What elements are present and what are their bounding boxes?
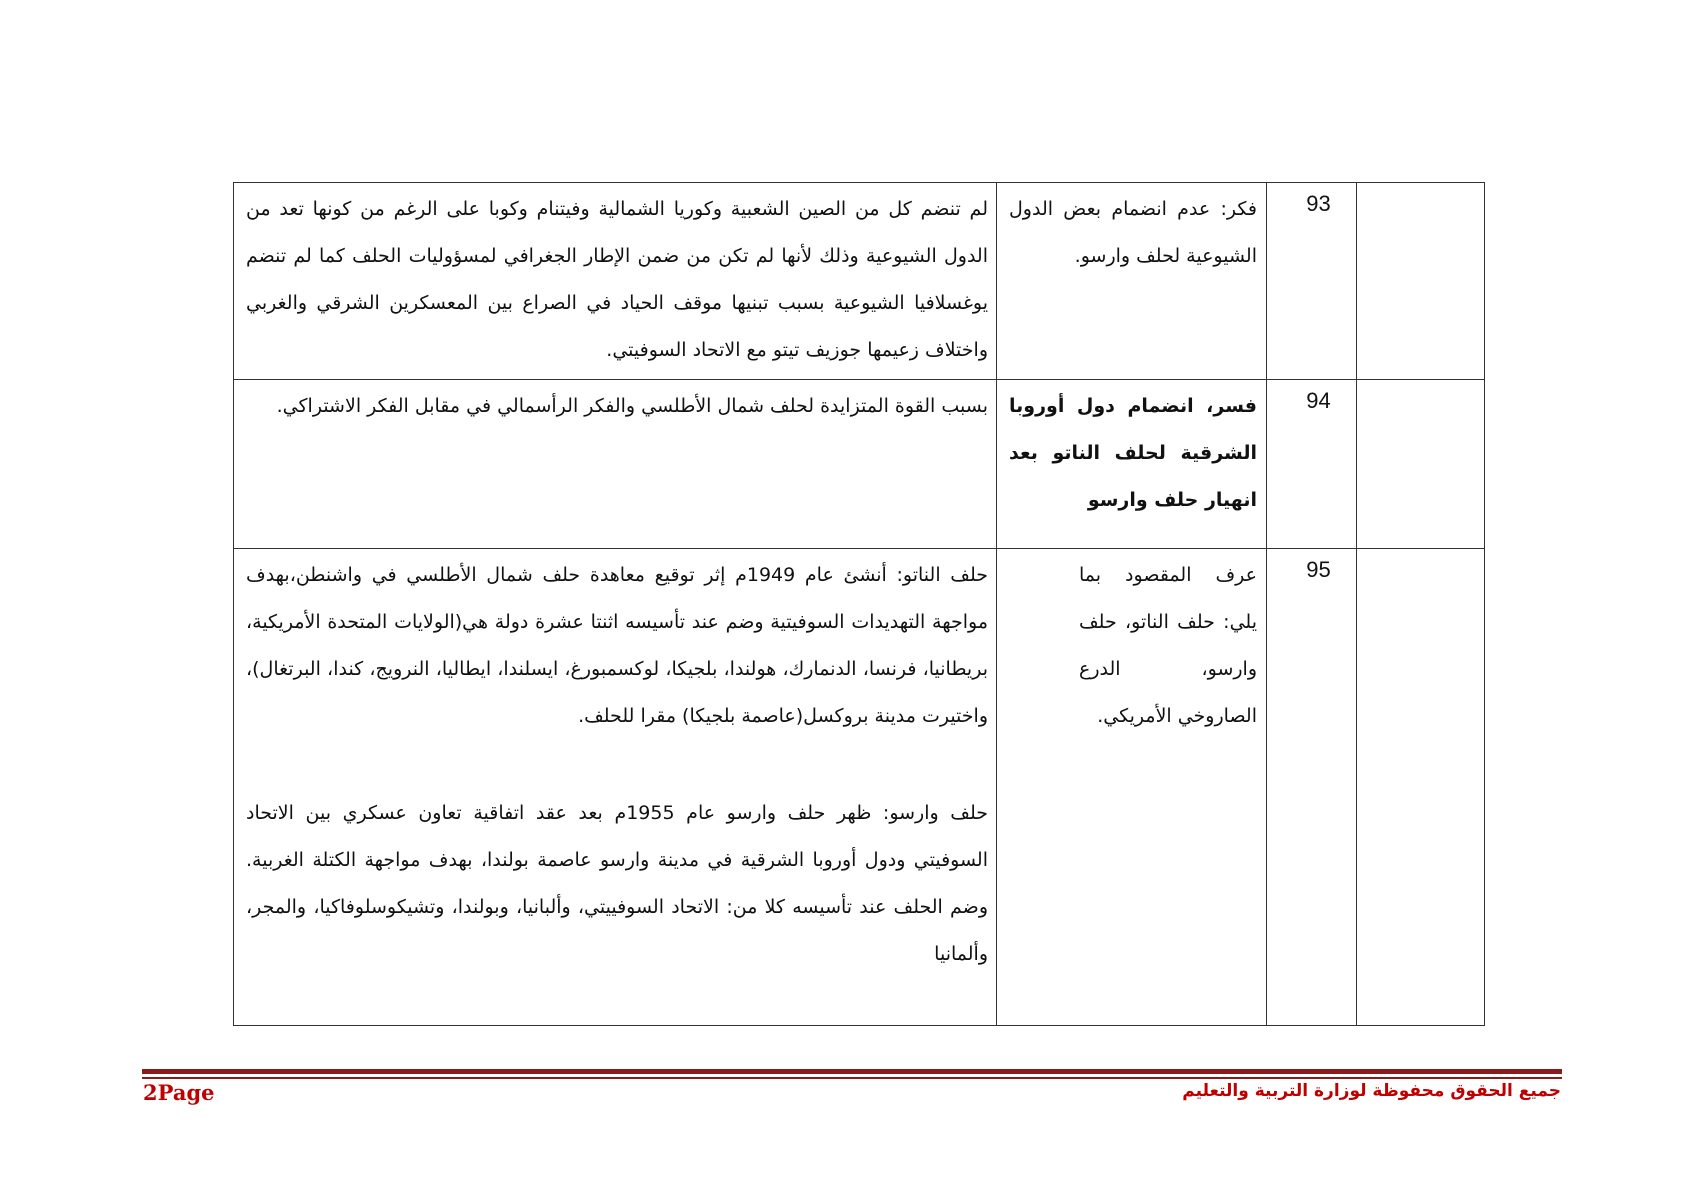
copyright-notice: جميع الحقوق محفوظة لوزارة التربية والتعليم [1182, 1081, 1561, 1101]
page-number: 2Page [143, 1080, 215, 1105]
answer-text: بسبب القوة المتزايدة لحلف شمال الأطلسي والفكر الرأسمالي في مقابل الفكر الاشتراكي. [276, 395, 988, 417]
answer-nato-text: حلف الناتو: أنشئ عام 1949م إثر توقيع معاهدة حلف شمال الأطلسي في واشنطن،بهدف مواجهة التهديدات السوفيتية وضم عند تأسيسه اثنتا عشرة دولة هي(الولايات المتحدة الأمريكية، بريطانيا، فرنسا، الدنمارك، هولندا، بلجيكا، لوكسمبورغ، ايسلندا، ايطاليا، النرويج، كندا، البرتغال)، واختيرت مدينة بروكسل(عاصمة بلجيكا) مقرا للحلف. [246, 564, 989, 727]
question-cell [997, 549, 1267, 1026]
table-row [234, 183, 1485, 380]
question-cell [997, 380, 1267, 549]
blank-cell [1357, 549, 1485, 1026]
blank-cell [1357, 380, 1485, 549]
answer-warsaw-text: حلف وارسو: ظهر حلف وارسو عام 1955م بعد عقد اتفاقية تعاون عسكري بين الاتحاد السوفيتي ودول أوروبا الشرقية في مدينة وارسو عاصمة بولندا، بهدف مواجهة الكتلة الغربية. وضم الحلف عند تأسيسه كلا من: الاتحاد السوفييتي، وألبانيا، وبولندا، وتشيكوسلوفاكيا، والمجر، وألمانيا [246, 802, 988, 965]
question-cell [997, 183, 1267, 380]
answer-cell [234, 380, 997, 549]
question-number: 93 [1267, 183, 1357, 380]
paragraph-gap [234, 740, 996, 787]
question-number: 94 [1267, 380, 1357, 549]
questions-table [233, 182, 1485, 1026]
answer-cell [234, 183, 997, 380]
footer-divider [142, 1069, 1562, 1074]
answer-cell [234, 549, 997, 1026]
question-text: عرف المقصود بما يلي: حلف الناتو، حلف وارسو، الدرع الصاروخي الأمريكي. [1079, 564, 1257, 727]
question-number: 95 [1267, 549, 1357, 1026]
blank-cell [1357, 183, 1485, 380]
table-row [234, 549, 1485, 1026]
question-text: فكر: عدم انضمام بعض الدول الشيوعية لحلف وارسو. [1009, 198, 1257, 267]
answer-text: لم تنضم كل من الصين الشعبية وكوريا الشمالية وفيتنام وكوبا على الرغم من كونها تعد من الدول الشيوعية وذلك لأنها لم تكن من ضمن الإطار الجغرافي لمسؤوليات الحلف كما لم تنضم يوغسلافيا الشيوعية بسبب تبنيها موقف الحياد في الصراع بين المعسكرين الشرقي والغربي واختلاف زعيمها جوزيف تيتو مع الاتحاد السوفيتي. [246, 198, 988, 361]
question-text: فسر، انضمام دول أوروبا الشرقية لحلف الناتو بعد انهيار حلف وارسو [1009, 395, 1257, 511]
table-row [234, 380, 1485, 549]
footer-divider-thin [142, 1077, 1562, 1079]
